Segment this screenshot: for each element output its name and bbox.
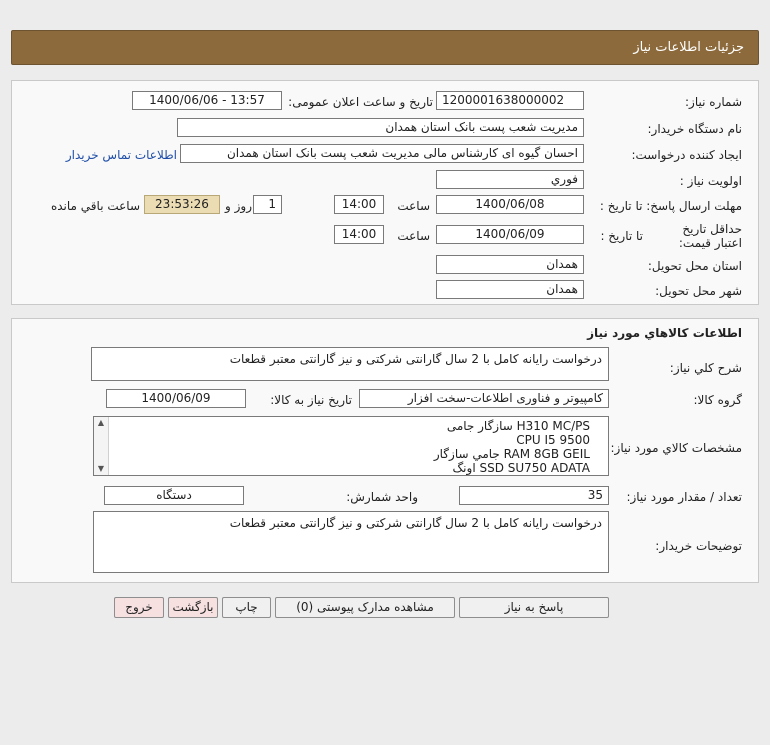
remaining-label: ساعت باقي مانده — [50, 199, 140, 213]
province-label: استان محل تحویل: — [647, 259, 742, 273]
validity-label — [656, 222, 742, 250]
validity-time-field: 14:00 — [334, 225, 384, 244]
need-date-field: 1400/06/09 — [106, 389, 246, 408]
view-attachments-button[interactable]: مشاهده مدارک پیوستی (0) — [275, 597, 455, 618]
need-info-panel — [11, 80, 759, 305]
spec-line: H310 MC/PS سازگار جامی — [446, 419, 590, 433]
summary-field: درخواست رایانه کامل با 2 سال گارانتی شرکتی و نیز گارانتی معتبر قطعات — [91, 347, 609, 381]
priority-field: فوري — [436, 170, 584, 189]
city-field: همدان — [436, 280, 584, 299]
spec-line: RAM 8GB GEIL جامي سازگار — [433, 447, 590, 461]
priority-label: اولویت نیاز : — [679, 174, 742, 188]
buyer-desc-field: درخواست رایانه کامل با 2 سال گارانتی شرکتی و نیز گارانتی معتبر قطعات — [93, 511, 609, 573]
group-field: کامپیوتر و فناوری اطلاعات-سخت افزار — [359, 389, 609, 408]
validity-date-field: 1400/06/09 — [436, 225, 584, 244]
qty-label: تعداد / مقدار مورد نیاز: — [626, 490, 742, 504]
buyer-org-label: نام دستگاه خریدار: — [647, 122, 742, 136]
validity-label-text: حداقل تاریخ اعتبار قیمت: — [678, 222, 742, 250]
spec-list[interactable] — [93, 416, 609, 476]
days-label: روز و — [225, 199, 252, 213]
reply-button[interactable]: پاسخ به نیاز — [459, 597, 609, 618]
goods-section-title: اطلاعات کالاهاي مورد نياز — [587, 326, 742, 340]
print-button[interactable]: چاپ — [222, 597, 271, 618]
unit-label: واحد شمارش: — [346, 490, 418, 504]
buyer-contact-link[interactable]: اطلاعات تماس خریدار — [65, 148, 177, 162]
group-label: گروه کالا: — [693, 393, 742, 407]
validity-to-label: تا تاریخ : — [600, 229, 643, 243]
spec-scrollbar[interactable] — [94, 417, 109, 475]
scroll-down-icon[interactable]: ▼ — [97, 464, 105, 473]
province-field: همدان — [436, 255, 584, 274]
requester-field: احسان گیوه ای کارشناس مالی مدیریت شعب پست بانک استان همدان — [180, 144, 584, 163]
buyer-desc-label: توضیحات خریدار: — [655, 539, 742, 553]
validity-time-label: ساعت — [397, 229, 430, 243]
spec-line: CPU I5 9500 — [516, 433, 590, 447]
deadline-time-label: ساعت — [397, 199, 430, 213]
countdown-timer: 23:53:26 — [144, 195, 220, 214]
requester-label: ایجاد کننده درخواست: — [631, 148, 742, 162]
announce-field: 1400/06/06 - 13:57 — [132, 91, 282, 110]
need-date-label: تاریخ نیاز به کالا: — [270, 393, 352, 407]
deadline-time-field: 14:00 — [334, 195, 384, 214]
deadline-date-field: 1400/06/08 — [436, 195, 584, 214]
scroll-up-icon[interactable]: ▲ — [97, 418, 105, 427]
need-number-label: شماره نیاز: — [685, 95, 742, 109]
days-field: 1 — [253, 195, 282, 214]
unit-field: دستگاه — [104, 486, 244, 505]
spec-label: مشخصات کالاي مورد نياز: — [610, 441, 742, 455]
exit-button[interactable]: خروج — [114, 597, 164, 618]
spec-line: SSD SU750 ADATA اونگ — [452, 461, 590, 475]
spec-lines — [434, 419, 590, 475]
city-label: شهر محل تحویل: — [655, 284, 742, 298]
need-number-field: 1200001638000002 — [436, 91, 584, 110]
deadline-label: مهلت ارسال پاسخ: تا تاریخ : — [599, 199, 742, 213]
page-title: جزئیات اطلاعات نیاز — [633, 40, 744, 55]
qty-field: 35 — [459, 486, 609, 505]
summary-label: شرح کلي نياز: — [669, 361, 742, 375]
back-button[interactable]: بازگشت — [168, 597, 218, 618]
buyer-org-field: مدیریت شعب پست بانک استان همدان — [177, 118, 584, 137]
page-title-bar — [11, 30, 759, 65]
announce-label: تاریخ و ساعت اعلان عمومی: — [288, 95, 433, 109]
